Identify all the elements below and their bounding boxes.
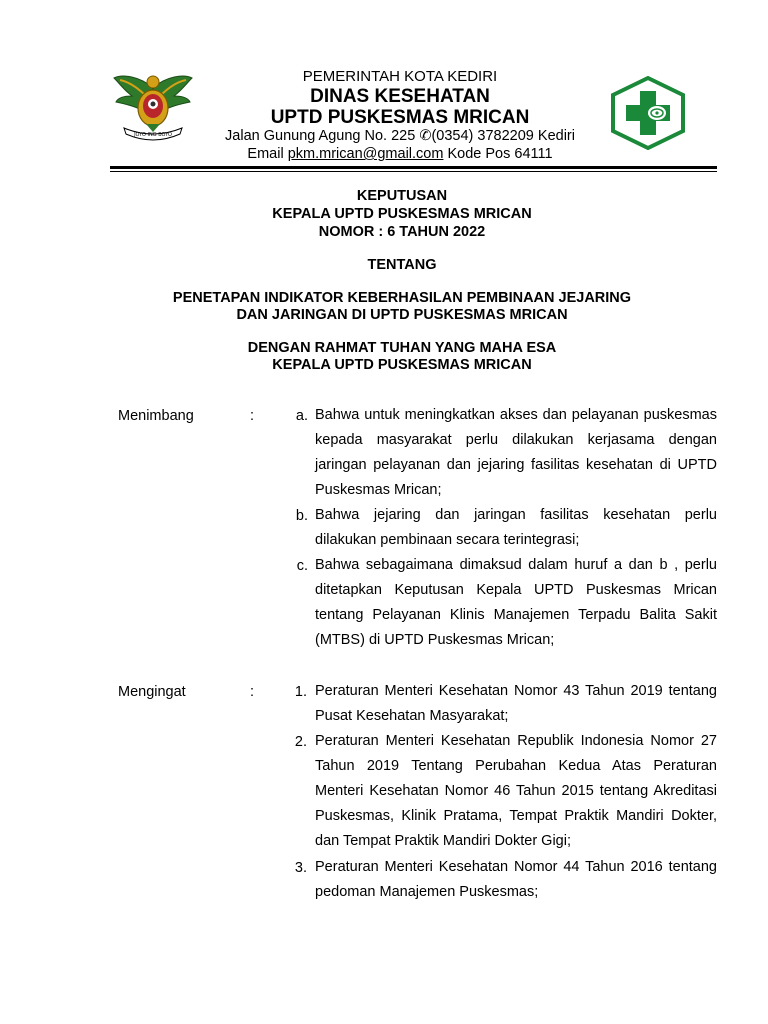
mengingat-mark-1: 1.	[294, 684, 307, 700]
decree-issuer: KEPALA UPTD PUSKESMAS MRICAN	[272, 206, 532, 222]
menimbang-mark-b: b.	[295, 508, 308, 524]
mengingat-item-1: Peraturan Menteri Kesehatan Nomor 43 Tahun 2019 tentang Pusat Kesehatan Masyarakat;	[315, 683, 717, 724]
puskesmas-logo	[609, 76, 687, 150]
mengingat-mark-2: 2.	[294, 734, 307, 750]
menimbang-item-a: Bahwa untuk meningkatkan akses dan pelayanan puskesmas kepada masyarakat perlu dilakukan kerjasama dengan jaringan pelayanan dan jejaring fasilitas kesehatan di UPTD Puskesmas Mrican;	[315, 407, 717, 498]
mengingat-label: Mengingat	[118, 684, 186, 700]
institution-name: UPTD PUSKESMAS MRICAN	[270, 107, 530, 128]
mengingat-mark-3: 3.	[294, 860, 307, 876]
menimbang-item-b: Bahwa jejaring dan jaringan fasilitas kesehatan perlu dilakukan pembinaan secara terintegrasi;	[315, 507, 717, 548]
mengingat-item-2: Peraturan Menteri Kesehatan Republik Indonesia Nomor 27 Tahun 2019 Tentang Perubahan Kedua Atas Peraturan Menteri Kesehatan Nomor 46 Tahun 2015 tentang Akreditasi Puskesmas, Klinik Pratama, Tempat Praktik Mandiri Dokter, dan Tempat Praktik Mandiri Dokter Gigi;	[315, 733, 717, 849]
menimbang-mark-a: a.	[295, 408, 308, 424]
decree-number: NOMOR : 6 TAHUN 2022	[318, 224, 486, 240]
email-link[interactable]: pkm.mrican@gmail.com	[287, 146, 444, 162]
email-prefix: Email	[247, 146, 288, 162]
decree-about: TENTANG	[367, 257, 437, 273]
grace-line1: DENGAN RAHMAT TUHAN YANG MAHA ESA	[247, 340, 557, 356]
decree-subject-line1: PENETAPAN INDIKATOR KEBERHASILAN PEMBINAAN JEJARING	[172, 290, 632, 306]
mengingat-colon: :	[250, 684, 255, 700]
letterhead-rule-thin	[110, 171, 717, 172]
contact-line	[200, 146, 600, 162]
grace-line2: KEPALA UPTD PUSKESMAS MRICAN	[272, 357, 532, 373]
menimbang-label: Menimbang	[118, 408, 194, 424]
address-line: Jalan Gunung Agung No. 225 ✆(0354) 3782209 Kediri	[225, 128, 575, 144]
department-name: DINAS KESEHATAN	[310, 86, 490, 107]
menimbang-item-c: Bahwa sebagaimana dimaksud dalam huruf a dan b , perlu ditetapkan Keputusan Kepala UPTD Puskesmas Mrican tentang Pelayanan Klinis Manajemen Terpadu Balita Sakit (MTBS) di UPTD Puskesmas Mrican;	[315, 557, 717, 648]
postal-code: Kode Pos 64111	[443, 146, 553, 162]
decree-subject-line2: DAN JARINGAN DI UPTD PUSKESMAS MRICAN	[236, 307, 568, 323]
menimbang-mark-c: c.	[296, 558, 308, 574]
letterhead-rule-thick	[110, 166, 717, 169]
menimbang-colon: :	[250, 408, 255, 424]
government-name: PEMERINTAH KOTA KEDIRI	[302, 68, 498, 85]
seal-ribbon-text: JOYO ING BOYO	[134, 132, 172, 138]
mengingat-item-3: Peraturan Menteri Kesehatan Nomor 44 Tahun 2016 tentang pedoman Manajemen Puskesmas;	[315, 859, 717, 900]
kediri-city-seal-logo	[110, 66, 196, 146]
decree-title: KEPUTUSAN	[356, 188, 448, 204]
